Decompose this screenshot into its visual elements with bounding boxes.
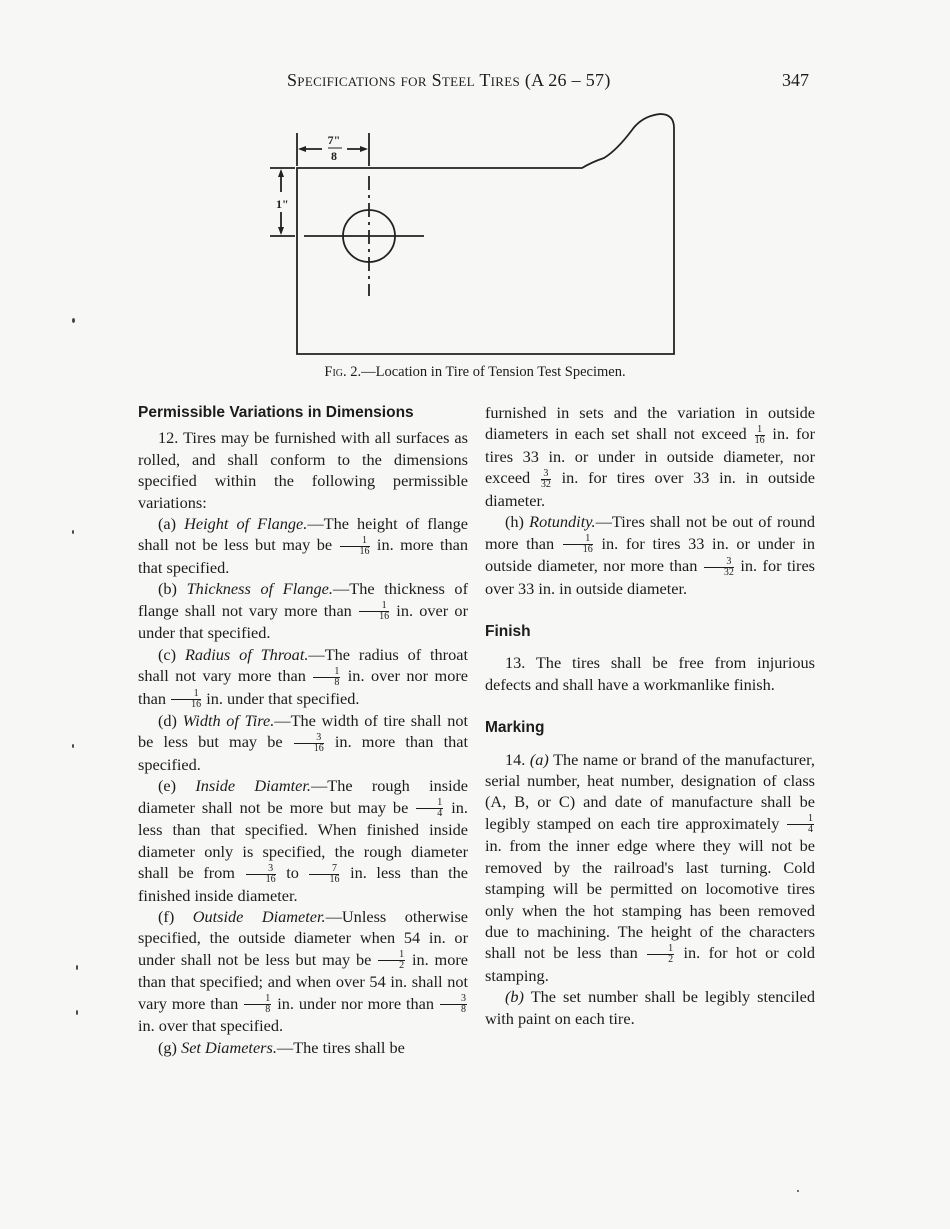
scan-mark [72, 318, 75, 323]
scan-mark [76, 965, 78, 970]
item-g-set-diameters-start: (g) Set Diameters.—The tires shall be [158, 1037, 405, 1057]
fraction: $\frac{1}{4}$ [787, 814, 814, 835]
fraction: $\frac{1}{16}$ [171, 689, 201, 710]
tire-outline [297, 114, 674, 354]
scan-mark [72, 530, 74, 534]
left-column [138, 402, 468, 1058]
fraction: $\frac{1}{16}$ [340, 536, 370, 557]
heading-marking: Marking [485, 719, 545, 737]
scan-mark [72, 744, 74, 748]
figure-caption-label: Fig. 2. [324, 364, 362, 380]
fraction: $\frac{1}{8}$ [313, 667, 340, 688]
fraction: $\frac{1}{16}$ [563, 534, 593, 555]
item-d-width-of-tire: (d) Width of Tire.—The width of tire shall not be less but may be $\frac{3}{16}$ in. more than that specified. [138, 711, 469, 774]
item-f-outside-diameter: (f) Outside Diameter.—Unless otherwise specified, the outside diameter when 54 in. or under shall not be less but may be $\frac{1}{2}$ in. more than that specified; and when over 54 in. shall not vary more than $\frac{1}{8}$ in. under nor more than $\frac{3}{8}$ in. over that specified. [138, 907, 469, 1036]
dim-top-numerator: 7" [327, 133, 341, 147]
item-b-thickness-of-flange: (b) Thickness of Flange.—The thickness of flange shall not vary more than $\frac{1}{16}$ in. over or under that specified. [138, 579, 468, 643]
heading-permissible-variations: Permissible Variations in Dimensions [138, 404, 414, 421]
running-head [287, 70, 611, 91]
fraction: $\frac{1}{4}$ [416, 798, 443, 819]
fraction: $\frac{3}{32}$ [704, 557, 734, 578]
paragraph-13: 13. The tires shall be free from injurious defects and shall have a workmanlike finish. [485, 653, 815, 694]
fraction: $\frac{3}{16}$ [246, 864, 276, 885]
figure-caption [0, 364, 950, 381]
paragraph-14a: 14. (a) The name or brand of the manufacturer, serial number, heat number, designation of class (A, B, or C) and date of manufacture shall be legibly stamped on each tire approximately $\frac{1}{4}$ in. from the inner edge where they will not be removed by the railroad's last turning. Cold stamping will be permitted on locomotive tires only when the hot stamping has been removed due to machining. The height of the characters shall not be less than $\frac{1}{2}$ in. for hot or cold stamping. [485, 749, 816, 985]
dim-left-label: 1" [276, 197, 289, 211]
paragraph-12: 12. Tires may be furnished with all surfaces as rolled, and shall conform to the dimensions specified within the following permissible variations: [138, 428, 468, 512]
fraction: $\frac{1}{8}$ [244, 994, 271, 1015]
running-head-designation: (A 26 – 57) [524, 70, 611, 90]
paragraph-14b: (b) The set number shall be legibly stenciled with paint on each tire. [485, 987, 815, 1028]
fraction: $\frac{1}{16}$ [359, 601, 389, 622]
item-c-radius-of-throat: (c) Radius of Throat.—The radius of throat shall not vary more than $\frac{1}{8}$ in. over nor more than $\frac{1}{16}$ in. under that specified. [138, 644, 468, 711]
fraction: $\frac{3}{8}$ [440, 994, 467, 1015]
fraction: $\frac{1}{2}$ [378, 950, 405, 971]
figure-caption-text: —Location in Tire of Tension Test Specimen. [361, 364, 626, 380]
fraction: $\frac{3}{16}$ [294, 733, 324, 754]
item-a-height-of-flange: (a) Height of Flange.—The height of flange shall not be less but may be $\frac{1}{16}$ in. more than that specified. [138, 514, 468, 577]
fraction: $\frac{3}{32}$ [540, 467, 551, 490]
fraction: $\frac{1}{2}$ [647, 944, 674, 965]
page-number: 347 [782, 70, 809, 90]
item-h-rotundity: (h) Rotundity.—Tires shall not be out of round more than $\frac{1}{16}$ in. for tires 33 in. or under in outside diameter, nor more than $\frac{3}{32}$ in. for tires over 33 in. in outside diameter. [485, 512, 816, 598]
item-g-set-diameters-continued: furnished in sets and the variation in outside diameters in each set shall not exceed $\frac{1}{16}$ in. for tires 33 in. or under in outside diameter, nor exceed $\frac{3}{32}$ in. for tires over 33 in. in outside diameter. [485, 403, 815, 510]
dim-top-denominator: 8 [331, 149, 337, 163]
scan-mark [797, 1190, 799, 1192]
item-e-inside-diameter: (e) Inside Diamter.—The rough inside diameter shall not be more but may be $\frac{1}{4}$ in. less than that specified. When finished inside diameter only is specified, the rough diameter shall be from $\frac{3}{16}$ to $\frac{7}{16}$ in. less than the finished inside diameter. [138, 776, 468, 905]
heading-finish: Finish [485, 623, 531, 641]
running-head-title: Specifications for Steel Tires [287, 70, 521, 90]
fraction: $\frac{1}{16}$ [754, 423, 765, 446]
right-column [485, 402, 815, 1029]
scan-mark [76, 1010, 78, 1015]
fraction: $\frac{7}{16}$ [309, 864, 339, 885]
tire-section-figure [262, 108, 682, 358]
